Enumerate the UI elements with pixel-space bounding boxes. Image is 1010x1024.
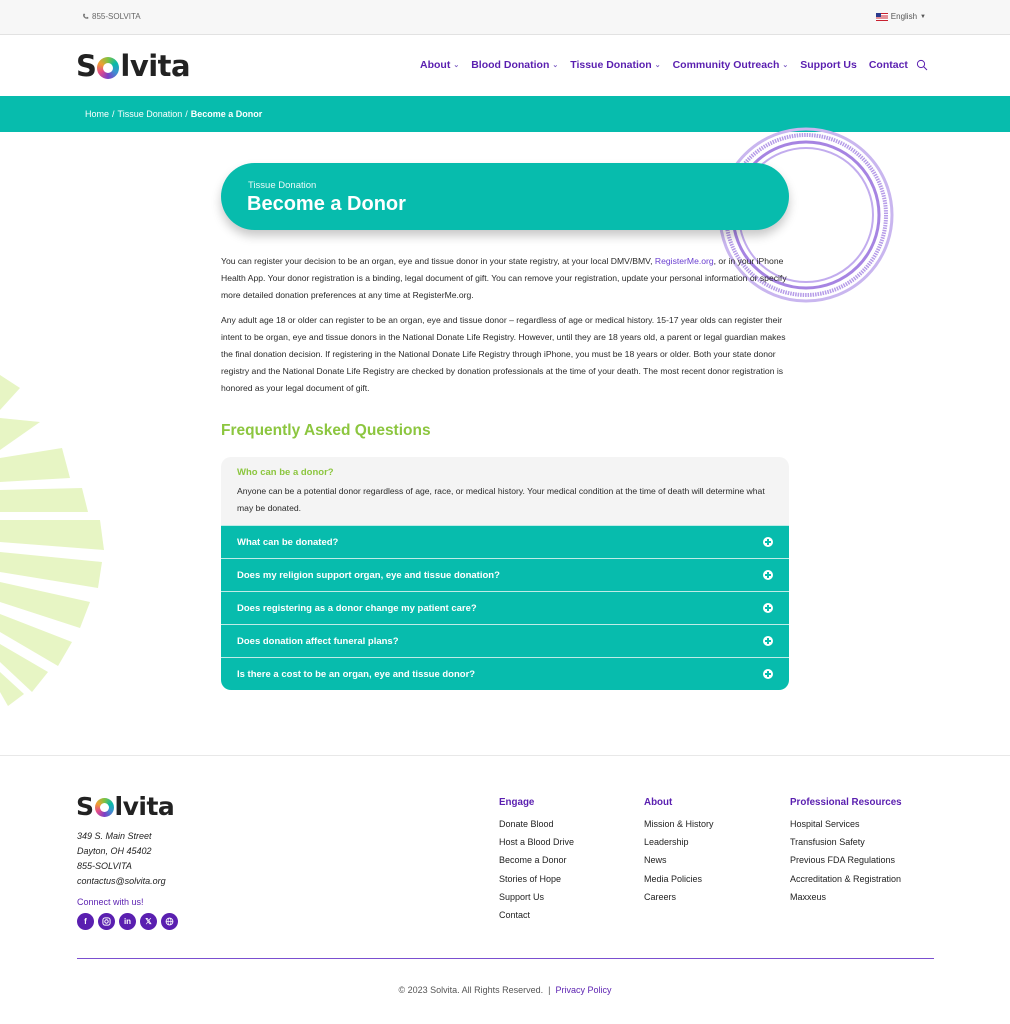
paragraph-text: , or in your iPhone Health App. Your donor registration is a binding, legal document of gift. You can remove your registration, update your personal information or specify more detailed donation preferences at any time at RegisterMe.org. <box>221 256 787 301</box>
breadcrumb-separator: / <box>185 109 188 119</box>
logo-mark-icon <box>95 798 114 817</box>
faq-question: Is there a cost to be an organ, eye and tissue donor? <box>237 668 476 680</box>
footer-link[interactable]: Support Us <box>499 891 545 902</box>
faq-question[interactable]: Who can be a donor? <box>237 467 334 478</box>
chevron-down-icon: ⌄ <box>782 62 789 69</box>
footer-phone[interactable]: 855-SOLVITA <box>77 861 132 871</box>
faq-item[interactable] <box>221 624 789 657</box>
phone-number: 855-SOLVITA <box>92 12 141 21</box>
us-flag-icon <box>876 13 888 21</box>
footer-column-professional-resources <box>790 797 902 906</box>
footer-column-about <box>644 797 714 906</box>
copyright-text: © 2023 Solvita. All Rights Reserved. <box>398 985 544 995</box>
faq-item-open[interactable] <box>221 457 789 525</box>
faq-question: Does my religion support organ, eye and tissue donation? <box>237 569 500 581</box>
nav-support-us[interactable] <box>800 59 857 71</box>
footer-link[interactable]: Become a Donor <box>499 855 567 866</box>
social-links <box>77 913 178 930</box>
phone-link[interactable] <box>82 12 141 21</box>
footer-address <box>77 829 166 889</box>
copyright-separator: | <box>548 985 551 995</box>
footer-link[interactable]: Leadership <box>644 837 689 848</box>
chevron-down-icon: ⌄ <box>453 62 460 69</box>
utility-bar <box>0 0 1010 35</box>
plus-icon <box>763 537 773 547</box>
chevron-down-icon: ⌄ <box>552 62 559 69</box>
footer-link[interactable]: Media Policies <box>644 873 703 884</box>
nav-blood-donation[interactable] <box>471 59 558 71</box>
plus-icon <box>763 636 773 646</box>
footer-link[interactable]: Previous FDA Regulations <box>790 855 896 866</box>
nav-label: Blood Donation <box>471 59 550 71</box>
copyright-bar <box>0 985 1010 995</box>
address-line: 349 S. Main Street <box>77 831 152 841</box>
footer-link[interactable]: Maxxeus <box>790 891 827 902</box>
nav-contact[interactable] <box>869 59 908 71</box>
footer-email[interactable]: contactus@solvita.org <box>77 876 166 886</box>
breadcrumb-parent[interactable]: Tissue Donation <box>117 109 183 119</box>
decorative-sunburst <box>0 370 110 710</box>
plus-icon <box>763 570 773 580</box>
breadcrumb-current: Become a Donor <box>190 109 263 119</box>
footer-link[interactable]: Stories of Hope <box>499 873 562 884</box>
faq-question: What can be donated? <box>237 536 339 548</box>
faq-answer: Anyone can be a potential donor regardless of age, race, or medical history. Your medical condition at the time of death will determine what may be donated. <box>237 486 765 513</box>
connect-label: Connect with us! <box>77 897 144 907</box>
chevron-down-icon: ⌄ <box>654 62 661 69</box>
address-line: Dayton, OH 45402 <box>77 846 152 856</box>
footer-link[interactable]: Transfusion Safety <box>790 837 865 848</box>
facebook-icon[interactable]: f <box>77 913 94 930</box>
search-icon[interactable] <box>916 59 928 71</box>
site-footer <box>0 755 1010 1024</box>
instagram-icon[interactable] <box>98 913 115 930</box>
faq-question: Does donation affect funeral plans? <box>237 635 399 647</box>
nav-community-outreach[interactable] <box>673 59 789 71</box>
main-nav <box>420 59 920 71</box>
page-title: Become a Donor <box>247 193 406 215</box>
faq-item[interactable] <box>221 525 789 558</box>
faq-item[interactable] <box>221 591 789 624</box>
footer-link[interactable]: Careers <box>644 891 677 902</box>
footer-logo[interactable]: S lvita <box>76 792 175 821</box>
privacy-policy-link[interactable]: Privacy Policy <box>555 985 612 995</box>
footer-link[interactable]: Accreditation & Registration <box>790 873 902 884</box>
footer-column-engage <box>499 797 574 924</box>
nav-label: Support Us <box>800 59 857 71</box>
linkedin-icon[interactable]: in <box>119 913 136 930</box>
website-icon[interactable] <box>161 913 178 930</box>
footer-divider <box>77 958 934 959</box>
breadcrumb-separator: / <box>112 109 115 119</box>
site-header <box>0 35 1010 96</box>
footer-link[interactable]: Donate Blood <box>499 819 554 829</box>
breadcrumb <box>85 109 262 119</box>
nav-label: Tissue Donation <box>570 59 652 71</box>
faq-question: Does registering as a donor change my patient care? <box>237 602 477 614</box>
faq-item[interactable] <box>221 558 789 591</box>
faq-heading: Frequently Asked Questions <box>221 422 431 439</box>
paragraph <box>221 253 791 305</box>
page-hero <box>221 163 789 230</box>
nav-label: Community Outreach <box>672 59 780 71</box>
nav-label: About <box>420 59 451 71</box>
nav-label: Contact <box>868 59 908 71</box>
plus-icon <box>763 603 773 613</box>
paragraph: Any adult age 18 or older can register to be an organ, eye and tissue donor – regardless of age or medical history. 15-17 year olds can register their intent to be organ, eye and tissue donors in the National Donate Life Registry. However, until they are 18 years old, a parent or legal guardian makes the final donation decision. If registering in the National Donate Life Registry through iPhone, you must be 18 years or older. Both your state donor registry and the National Donate Life Registry are checked by donation professionals at the time of your death. The most recent donor registration is honored as your legal document of gift. <box>221 314 786 394</box>
language-label: English <box>890 12 918 21</box>
footer-column-heading: Professional Resources <box>790 797 902 808</box>
nav-about[interactable] <box>420 59 459 71</box>
footer-column-heading: About <box>644 797 673 808</box>
footer-column-heading: Engage <box>499 797 535 808</box>
hero-eyebrow: Tissue Donation <box>248 180 317 191</box>
footer-link[interactable]: Mission & History <box>644 819 714 829</box>
site-logo[interactable]: S lvita <box>76 49 191 83</box>
breadcrumb-home[interactable]: Home <box>85 109 110 119</box>
intro-copy <box>221 253 791 405</box>
nav-tissue-donation[interactable] <box>570 59 660 71</box>
footer-link[interactable]: Hospital Services <box>790 819 860 829</box>
footer-link[interactable]: Contact <box>499 910 531 921</box>
faq-accordion <box>221 457 789 690</box>
paragraph-text: You can register your decision to be an organ, eye and tissue donor in your state registry, at your local DMV/BMV, <box>221 256 655 266</box>
faq-item[interactable] <box>221 657 789 690</box>
language-selector[interactable] <box>876 12 926 21</box>
x-twitter-icon[interactable]: 𝕏 <box>140 913 157 930</box>
registerme-link[interactable]: RegisterMe.org <box>654 256 714 266</box>
caret-down-icon: ▼ <box>920 13 926 20</box>
phone-icon <box>82 13 89 20</box>
plus-icon <box>763 669 773 679</box>
footer-link[interactable]: News <box>644 855 667 866</box>
footer-link[interactable]: Host a Blood Drive <box>499 837 575 848</box>
logo-mark-icon <box>97 57 119 79</box>
